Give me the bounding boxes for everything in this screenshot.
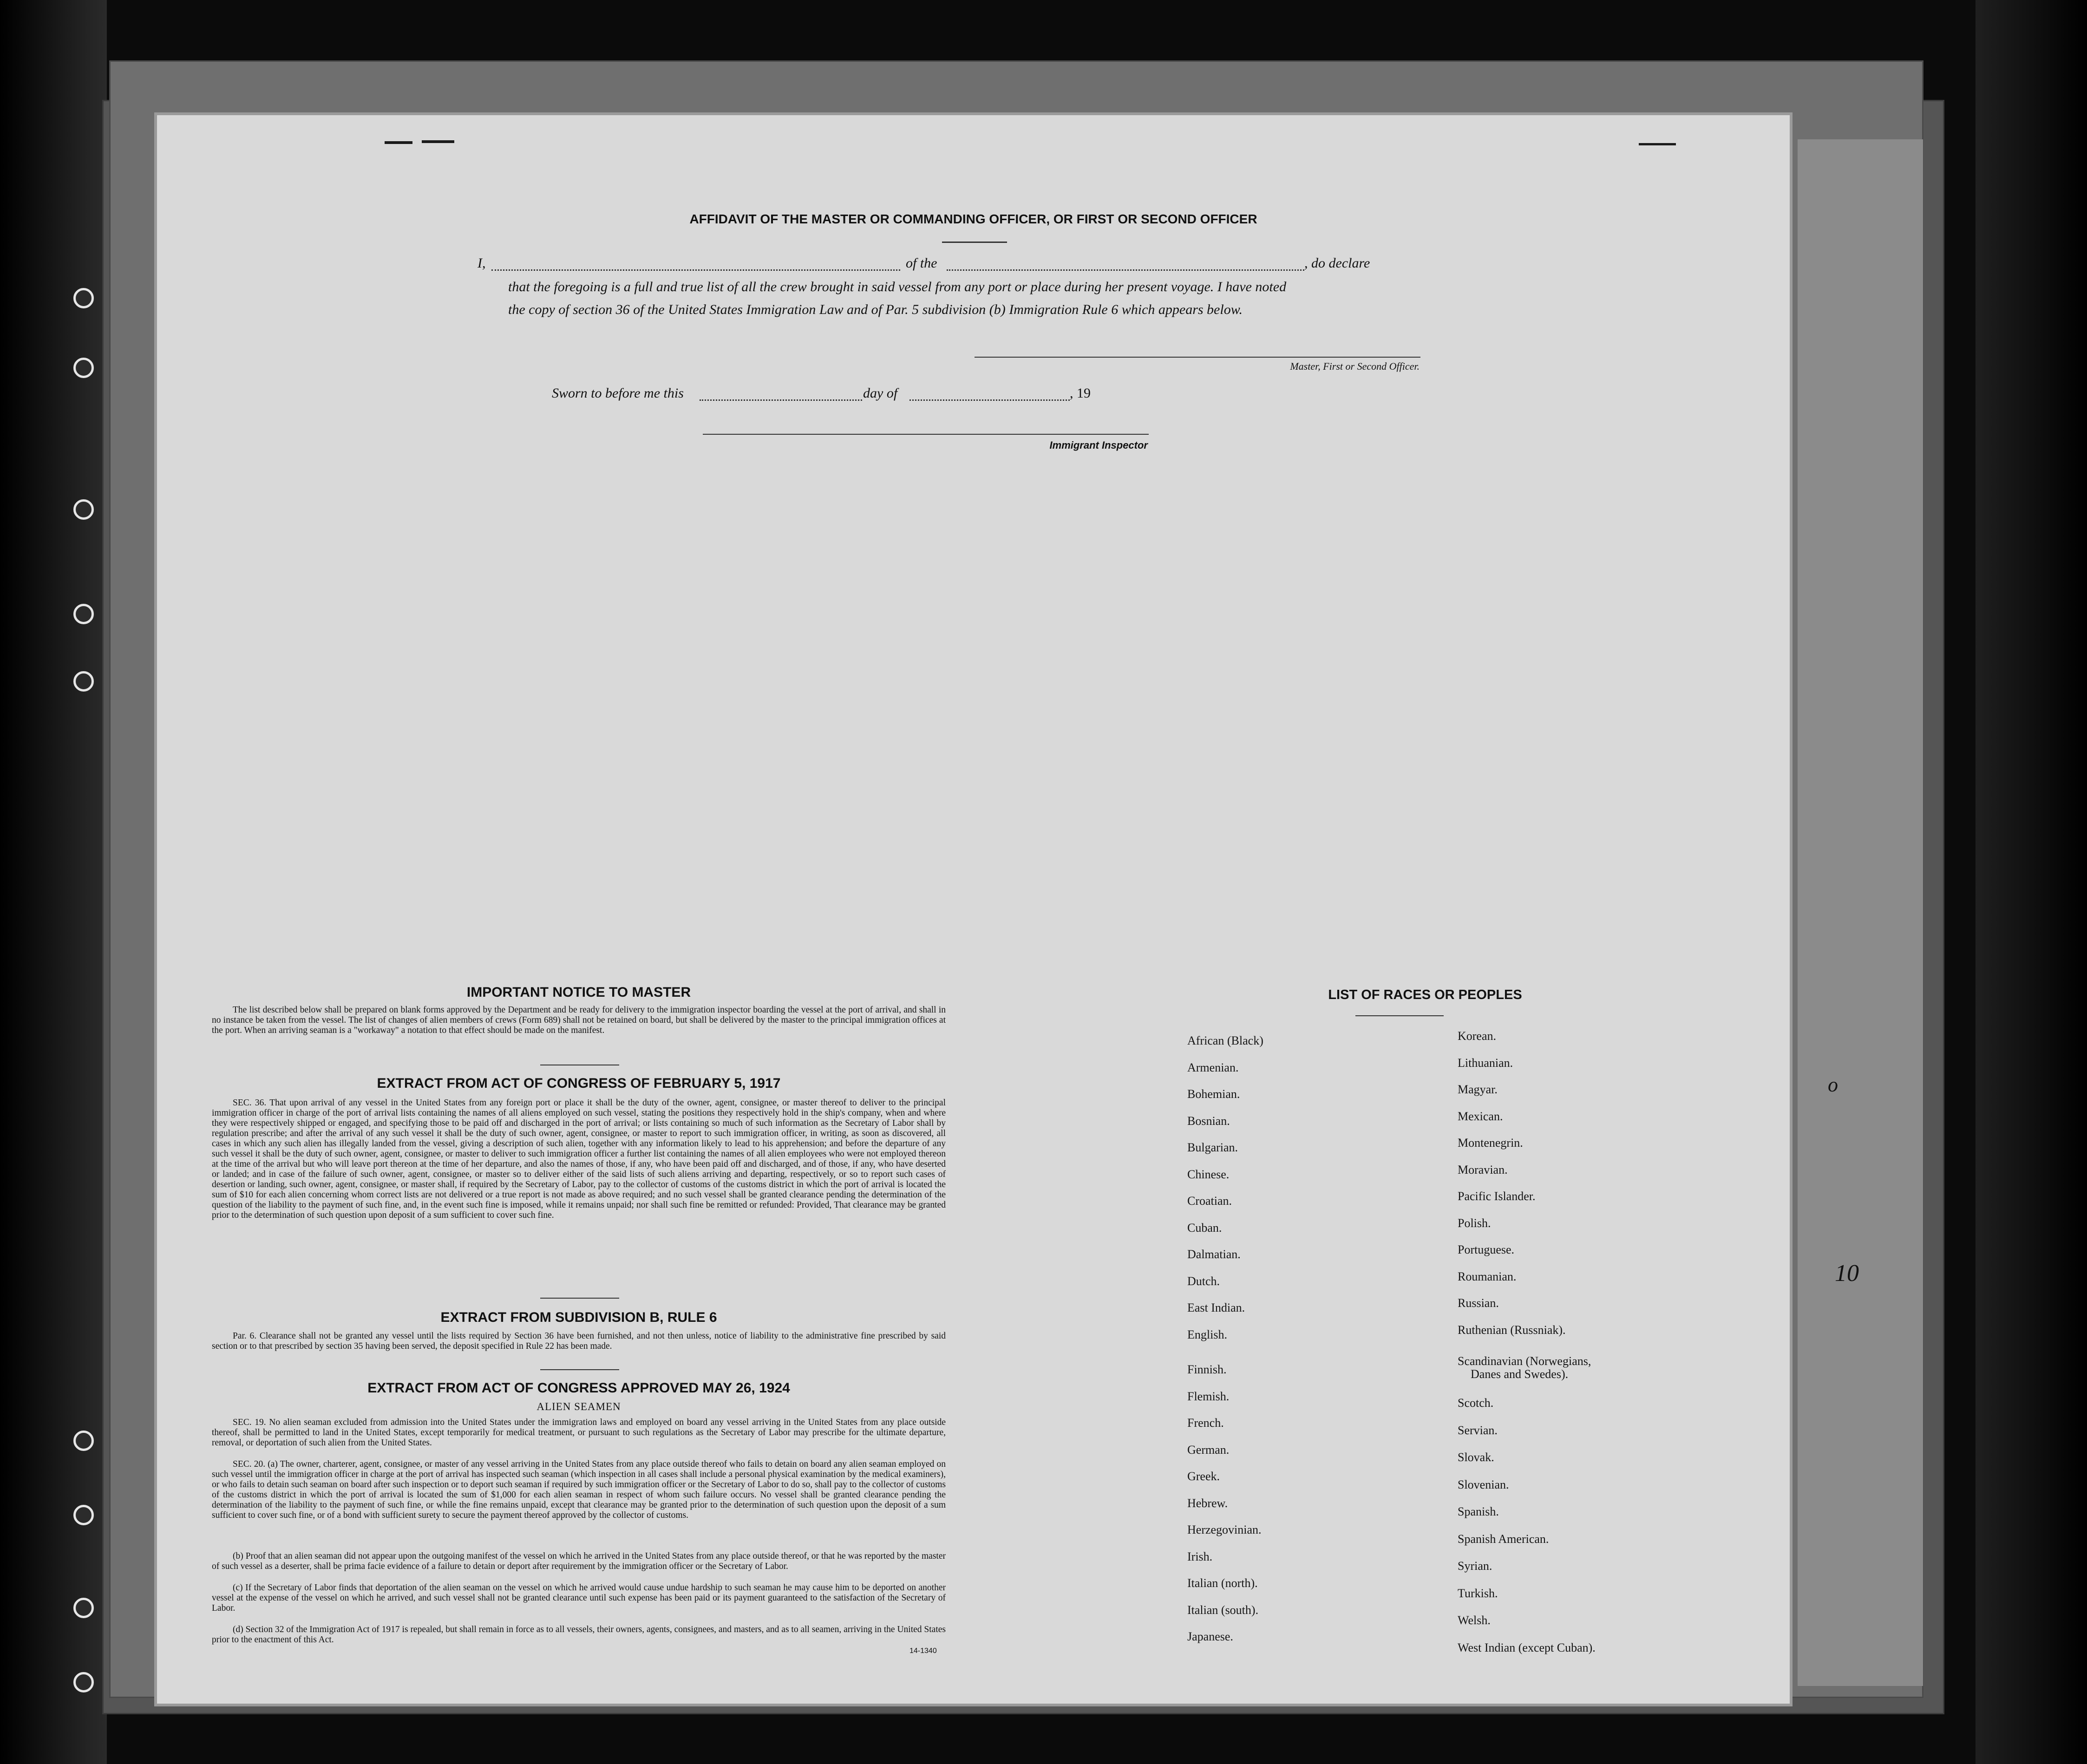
signature-line: [975, 357, 1420, 358]
race-item: African (Black): [1187, 1034, 1263, 1047]
race-item: Armenian.: [1187, 1060, 1239, 1074]
sec-20c-text: (c) If the Secretary of Labor finds that deportation of the alien seaman on the vessel on which he arrived would cause undue hardship to such seaman he may cause him to be deported on another vessel at the expense of the vessel on which he arrived, and such vessel shall not be granted clearance until such expense has been paid or its payment guaranteed to the satisfaction of the Secretary of Labor.: [212, 1583, 946, 1613]
extract-1917-text: SEC. 36. That upon arrival of any vessel in the United States from any foreign port or place it shall be the duty of the owner, agent, consignee, or master thereof to deliver to the principal immigration officer in charge of the port of arrival lists containing the names of all aliens employed on such vessel, stating the positions they respectively hold in the ship's company, when and where they were respectively shipped or engaged, and specifying those to be paid off and discharged in the port of arrival; or lists containing so much of such information as the Secretary of Labor shall by regulation prescribe; and after the arrival of any such vessel it shall be the duty of such owner, agent, consignee, or master to report to such immigration officer, in writing, as soon as discovered, all cases in which any such alien has illegally landed from the vessel, giving a description of such alien, together with any information likely to lead to his apprehension; and before the departure of any such vessel it shall be the duty of such owner, agent, consignee, or master to deliver to such immigration officer a further list containing the names of all alien employees who were not employed thereon at the time of the arrival but who will leave port thereon at the time of her departure, and also the names of those, if any, who have been paid off and discharged, and of those, if any, who have deserted or landed; and in case of the failure of such owner, agent, consignee, or master so to deliver either of the said lists of such aliens arriving and departing, respectively, or so to report such cases of desertion or landing, such owner, agent, consignee, or master shall, if required by the Secretary of Labor, pay to the collector of customs of the customs district in which the port of arrival is located the sum of $10 for each alien concerning whom correct lists are not delivered or a true report is not made as above required; and no such vessel shall be granted clearance pending the determination of the question of the liability to the payment of such fine, and, in the event such fine is imposed, while it remains unpaid; nor shall such fine be remitted or refunded: Provided, That clearance may be granted prior to the determination of such question upon deposit of a sum sufficient to cover such fine.: [212, 1098, 946, 1220]
punch-hole: [73, 358, 94, 378]
race-item: Chinese.: [1187, 1167, 1230, 1181]
affidavit-do-declare: , do declare: [1304, 255, 1370, 271]
punch-hole: [73, 604, 94, 624]
race-item: Syrian.: [1458, 1559, 1492, 1573]
races-title: LIST OF RACES OR PEOPLES: [1328, 987, 1522, 1002]
extract-1917-title: EXTRACT FROM ACT OF CONGRESS OF FEBRUARY 5, 1917: [377, 1076, 781, 1091]
extract-1924-title: EXTRACT FROM ACT OF CONGRESS APPROVED MAY 26, 1924: [367, 1380, 790, 1396]
race-item: Mexican.: [1458, 1109, 1503, 1123]
race-item: Bulgarian.: [1187, 1141, 1238, 1154]
sec-20a-text: SEC. 20. (a) The owner, charterer, agent, consignee, or master of any vessel arriving in the United States from any place outside thereof who fails to detain on board any alien seaman employed on such vessel until the immigration officer in charge at the port of arrival has inspected such seaman (which inspection in all cases shall include a personal physical examination by the medical examiners), or who fails to detain such seaman on board after such inspection or to deport such seaman if required by such immigration officer or the Secretary of Labor to do so, shall pay to the collector of customs of the customs district in which the port of arrival is located the sum of $1,000 for each alien seaman in respect of whom such failure occurs. No vessel shall be granted clearance pending the determination of the liability to the payment of such fine, or while the fine remains unpaid, except that clearance may be granted prior to the determination of such question upon the deposit of a sum sufficient to cover such fine, or of a bond with sufficient surety to secure the payment thereof approved by the collector of customs.: [212, 1459, 946, 1520]
month-blank: [909, 399, 1070, 401]
race-item: Portuguese.: [1458, 1243, 1515, 1256]
punch-hole: [73, 1505, 94, 1525]
race-item: Italian (south).: [1187, 1603, 1259, 1617]
divider: [540, 1298, 619, 1299]
affidavit-line-3: the copy of section 36 of the United States Immigration Law and of Par. 5 subdivision (b) Immigration Rule 6 which appears below.: [508, 302, 1243, 317]
year-prefix: , 19: [1070, 385, 1091, 401]
divider: [942, 242, 1007, 243]
margin-mark: o: [1828, 1073, 1838, 1096]
sec-19-text: SEC. 19. No alien seaman excluded from admission into the United States under the immigration laws and employed on board any vessel arriving in the United States from any place outside thereof, shall be permitted to land in the United States, except temporarily for medical treatment, or pursuant to such regulations as the Secretary of Labor may prescribe for the ultimate departure, removal, or deportation of such alien from the United States.: [212, 1418, 946, 1448]
race-item: Spanish American.: [1458, 1532, 1549, 1546]
race-item: Cuban.: [1187, 1221, 1222, 1235]
sec-20d-text: (d) Section 32 of the Immigration Act of 1917 is repealed, but shall remain in force as to all vessels, their owners, agents, consignees, and masters, and as to all seamen, arriving in the United States prior to the enactment of this Act.: [212, 1625, 946, 1645]
race-item: Greek.: [1187, 1470, 1220, 1483]
ink-mark: [422, 140, 454, 143]
race-item: Hebrew.: [1187, 1496, 1228, 1510]
inspector-signature-line: [703, 434, 1149, 435]
race-item: Danes and Swedes).: [1471, 1367, 1569, 1381]
race-item: Herzegovinian.: [1187, 1523, 1262, 1536]
race-item: Scandinavian (Norwegians,: [1458, 1354, 1591, 1368]
divider: [540, 1369, 619, 1370]
vessel-blank: [947, 269, 1304, 271]
affidavit-i-label: I,: [478, 255, 486, 271]
race-item: Roumanian.: [1458, 1269, 1517, 1283]
race-item: Lithuanian.: [1458, 1056, 1513, 1070]
extract-rule6-title: EXTRACT FROM SUBDIVISION B, RULE 6: [440, 1310, 717, 1325]
margin-mark: 10: [1835, 1260, 1859, 1287]
divider: [1355, 1015, 1444, 1016]
name-blank: [491, 269, 900, 271]
punch-hole: [73, 671, 94, 692]
affidavit-line-2: that the foregoing is a full and true list of all the crew brought in said vessel from any port or place during her present voyage. I have noted: [508, 279, 1287, 294]
race-item: Servian.: [1458, 1423, 1498, 1437]
ink-mark: [385, 141, 412, 144]
punch-hole: [73, 1431, 94, 1451]
race-item: Slovak.: [1458, 1450, 1494, 1464]
race-item: French.: [1187, 1416, 1224, 1430]
form-number: 14-1340: [909, 1647, 937, 1655]
race-item: Slovenian.: [1458, 1477, 1509, 1491]
race-item: German.: [1187, 1443, 1230, 1457]
scan-edge-right: [1976, 0, 2087, 1764]
notice-text: The list described below shall be prepared on blank forms approved by the Department and be ready for delivery to the immigration inspector boarding the vessel at the port of arrival, and shall in no instance be taken from the vessel. The list of changes of alien members of crews (Form 689) shall not be retained on board, but shall be delivered by the master to the principal immigration offices at the port. When an arriving seaman is a "workaway" a notation to that effect should be made on the manifest.: [212, 1005, 946, 1035]
race-item: Spanish.: [1458, 1505, 1499, 1518]
race-item: Croatian.: [1187, 1194, 1232, 1208]
race-item: Magyar.: [1458, 1083, 1498, 1096]
race-item: Polish.: [1458, 1216, 1491, 1230]
sworn-label: Sworn to before me this: [552, 385, 684, 401]
alien-seamen-subtitle: ALIEN SEAMEN: [536, 1401, 621, 1412]
race-item: Dutch.: [1187, 1274, 1220, 1288]
race-item: Montenegrin.: [1458, 1136, 1523, 1150]
punch-hole: [73, 499, 94, 520]
master-caption: Master, First or Second Officer.: [1290, 360, 1420, 372]
day-of-label: day of: [863, 385, 898, 401]
race-item: Irish.: [1187, 1549, 1213, 1563]
race-item: East Indian.: [1187, 1301, 1245, 1314]
race-item: Moravian.: [1458, 1163, 1508, 1176]
backing-sheet-edge: [1798, 139, 1923, 1686]
race-item: West Indian (except Cuban).: [1458, 1640, 1596, 1654]
affidavit-of-the: of the: [906, 255, 937, 271]
race-item: Japanese.: [1187, 1630, 1233, 1643]
race-item: Ruthenian (Russniak).: [1458, 1323, 1566, 1337]
race-item: Turkish.: [1458, 1586, 1498, 1600]
race-item: Finnish.: [1187, 1363, 1227, 1376]
affidavit-title: AFFIDAVIT OF THE MASTER OR COMMANDING OFFICER, OR FIRST OR SECOND OFFICER: [689, 212, 1257, 226]
notice-title: IMPORTANT NOTICE TO MASTER: [466, 985, 691, 1000]
form-page: [157, 115, 1790, 1704]
race-item: Dalmatian.: [1187, 1248, 1241, 1261]
ink-mark: [1639, 143, 1676, 145]
race-item: Flemish.: [1187, 1389, 1230, 1403]
sec-20b-text: (b) Proof that an alien seaman did not appear upon the outgoing manifest of the vessel on which he arrived in the United States from any place outside thereof, or that he was reported by the master of such vessel as a deserter, shall be prima facie evidence of a failure to detain or deport after requirement by the immigration officer or the Secretary of Labor.: [212, 1551, 946, 1571]
punch-hole: [73, 1598, 94, 1618]
punch-hole: [73, 1672, 94, 1692]
scan-edge-left: [0, 0, 107, 1764]
extract-rule6-text: Par. 6. Clearance shall not be granted any vessel until the lists required by Section 36 have been furnished, and not then unless, notice of liability to the administrative fine prescribed by said section or to that prescribed by section 35 having been served, the deposit specified in Rule 22 has been made.: [212, 1331, 946, 1351]
race-item: Bohemian.: [1187, 1087, 1240, 1101]
day-blank: [700, 399, 862, 401]
race-item: Scotch.: [1458, 1396, 1494, 1410]
race-item: English.: [1187, 1327, 1227, 1341]
race-item: Italian (north).: [1187, 1576, 1258, 1590]
punch-hole: [73, 288, 94, 308]
race-item: Pacific Islander.: [1458, 1189, 1536, 1203]
race-item: Bosnian.: [1187, 1114, 1230, 1128]
race-item: Korean.: [1458, 1029, 1497, 1043]
race-item: Welsh.: [1458, 1614, 1491, 1627]
inspector-caption: Immigrant Inspector: [1049, 439, 1148, 451]
race-item: Russian.: [1458, 1296, 1499, 1310]
